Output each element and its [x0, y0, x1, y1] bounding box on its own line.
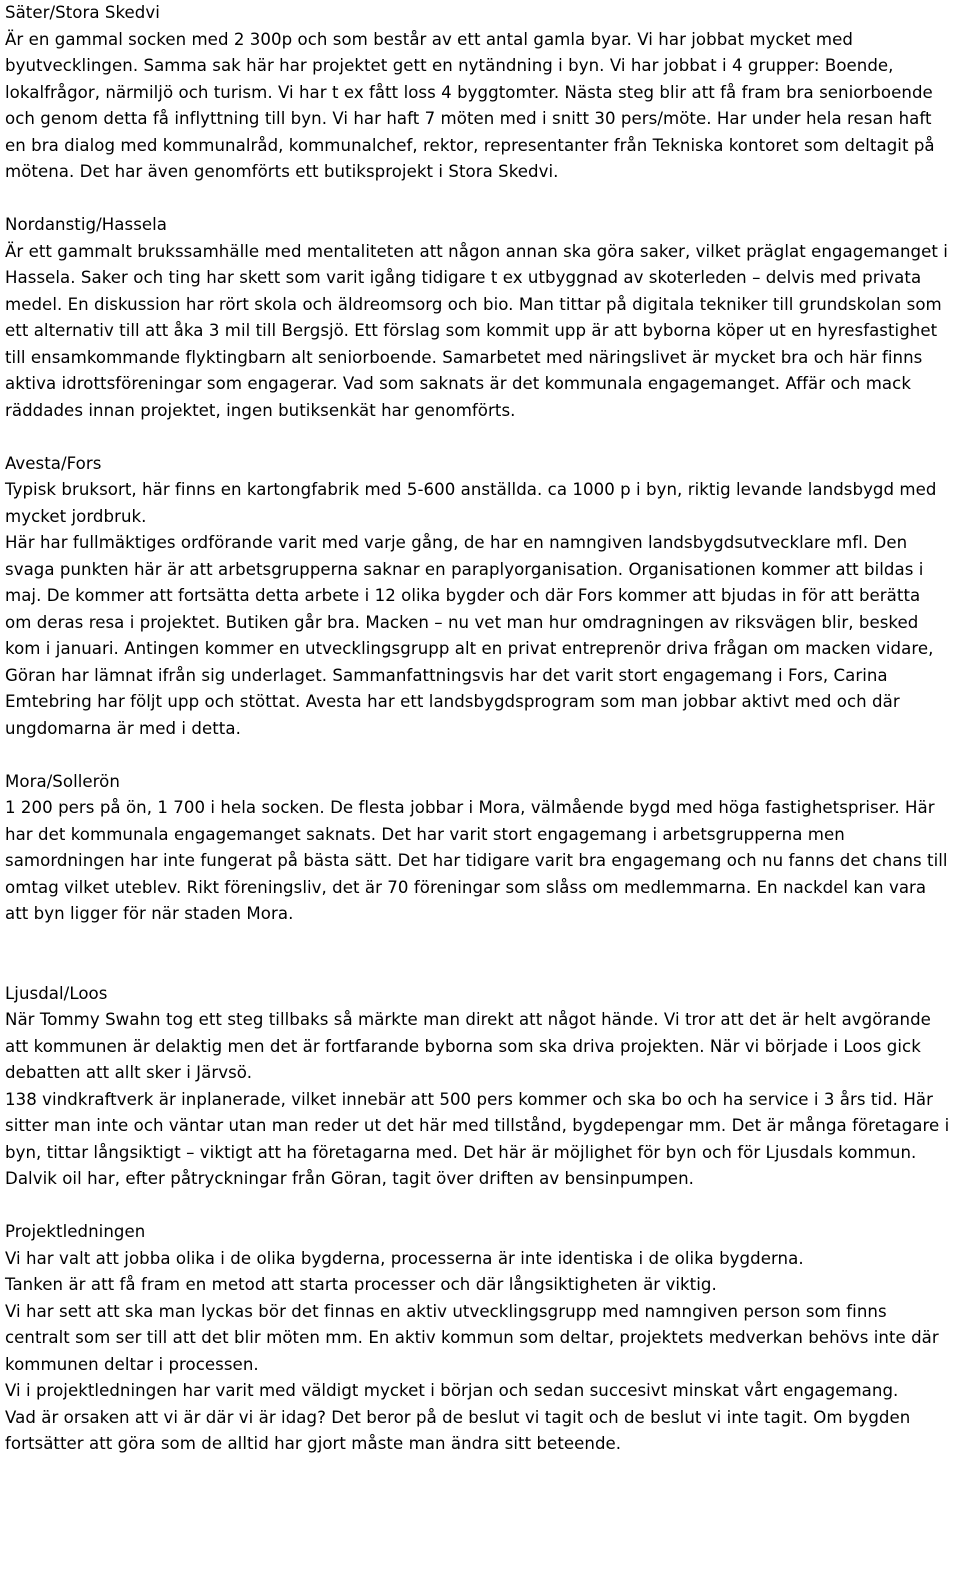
- section-heading: Mora/Sollerön: [5, 771, 120, 791]
- section-paragraph: Vi har valt att jobba olika i de olika bygderna, processerna är inte identiska i de olika bygderna.: [5, 1248, 804, 1268]
- spacer: [5, 928, 950, 981]
- section-avesta-fors: [5, 451, 950, 743]
- section-heading: Säter/Stora Skedvi: [5, 3, 160, 22]
- section-heading: Nordanstig/Hassela: [5, 215, 168, 234]
- spacer: [5, 742, 950, 769]
- section-heading: Projektledningen: [5, 1222, 146, 1241]
- document-page: [5, 0, 950, 1458]
- section-paragraph: 138 vindkraftverk är inplanerade, vilket innebär att 500 pers kommer och ska bo och ha service i 3 års tid. Här sitter man inte och väntar utan man reder ut det här med tillstånd, bygdepengar mm. Det är många företagare i byn, tittar långsiktigt – viktigt att ha företagarna med. Det här är möjlighet för byn och för Ljusdals kommun.: [5, 1089, 950, 1162]
- section-paragraph: Vi har sett att ska man lyckas bör det finnas en aktiv utvecklingsgrupp med namngiven person som finns centralt som ser till att det blir möten mm. En aktiv kommun som deltar, projektets medverkan behövs inte där kommunen deltar i processen.: [5, 1301, 939, 1374]
- section-sater-stora-skedvi: [5, 0, 950, 186]
- section-paragraph: Vad är orsaken att vi är där vi är idag? Det beror på de beslut vi tagit och de beslut vi inte tagit. Om bygden fortsätter att göra som de alltid har gjort måste man ändra sitt beteende.: [5, 1407, 911, 1453]
- section-paragraph: Dalvik oil har, efter påtryckningar från Göran, tagit över driften av bensinpumpen.: [5, 1169, 694, 1188]
- section-paragraph: Typisk bruksort, här finns en kartongfabrik med 5-600 anställda. ca 1000 p i byn, riktig levande landsbygd med mycket jordbruk.: [5, 480, 937, 526]
- section-nordanstig-hassela: [5, 212, 950, 424]
- section-heading: Avesta/Fors: [5, 453, 102, 473]
- section-paragraph: När Tommy Swahn tog ett steg tillbaks så märkte man direkt att något hände. Vi tror att det är helt avgörande att kommunen är delaktig men det är fortfarande byborna som ska driva projekten. När vi började i Loos gick debatten att allt sker i Järvsö.: [5, 1010, 931, 1082]
- section-paragraph: Vi i projektledningen har varit med väldigt mycket i början och sedan succesivt minskat vårt engagemang.: [5, 1381, 899, 1400]
- section-heading: Ljusdal/Loos: [5, 983, 108, 1003]
- section-paragraph: Här har fullmäktiges ordförande varit med varje gång, de har en namngiven landsbygdsutvecklare mfl. Den svaga punkten här är att arbetsgrupperna saknar en paraplyorganisation. Organisationen kommer att bildas i maj. De kommer att fortsätta detta arbete i 12 olika bygder och där Fors kommer att bjudas in för att berätta om deras resa i projektet. Butiken går bra. Macken – nu vet man hur omdragningen av riksvägen blir, besked kom i januari. Antingen kommer en utvecklingsgrupp alt en privat entreprenör driva frågan om macken vidare, Göran har lämnat ifrån sig underlaget. Sammanfattningsvis har det varit stort engagemang i Fors, Carina Emtebring har följt upp och stöttat. Avesta har ett landsbygdsprogram som man jobbar aktivt med och där ungdomarna är med i detta.: [5, 533, 934, 738]
- section-ljusdal-loos: [5, 981, 950, 1193]
- section-mora-solleron: [5, 769, 950, 928]
- section-projektledningen: [5, 1219, 950, 1458]
- spacer: [5, 1193, 950, 1220]
- section-paragraph: Tanken är att få fram en metod att starta processer och där långsiktigheten är viktig.: [5, 1275, 717, 1294]
- spacer: [5, 186, 950, 213]
- section-paragraph: Är en gammal socken med 2 300p och som består av ett antal gamla byar. Vi har jobbat mycket med byutvecklingen. Samma sak här har projektet gett en nytändning i byn. Vi har jobbat i 4 grupper: Boende, lokalfrågor, närmiljö och turism. Vi har t ex fått loss 4 byggtomter. Nästa steg blir att få fram bra seniorboende och genom detta få inflyttning till byn. Vi har haft 7 möten med i snitt 30 pers/möte. Har under hela resan haft en bra dialog med kommunalråd, kommunalchef, rektor, representanter från Tekniska kontoret som deltagit på mötena. Det har även genomförts ett butiksprojekt i Stora Skedvi.: [5, 29, 935, 181]
- section-paragraph: 1 200 pers på ön, 1 700 i hela socken. De flesta jobbar i Mora, välmående bygd med höga fastighetspriser. Här har det kommunala engagemanget saknats. Det har varit stort engagemang i arbetsgrupperna men samordningen har inte fungerat på bästa sätt. Det har tidigare varit bra engagemang och nu fanns det chans till omtag vilket uteblev. Rikt föreningsliv, det är 70 föreningar som slåss om medlemmarna. En nackdel kan vara att byn ligger för när staden Mora.: [5, 798, 948, 923]
- spacer: [5, 424, 950, 451]
- section-paragraph: Är ett gammalt brukssamhälle med mentaliteten att någon annan ska göra saker, vilket präglat engagemanget i Hassela. Saker och ting har skett som varit igång tidigare t ex utbyggnad av skoterleden – delvis med privata medel. En diskussion har rört skola och äldreomsorg och bio. Man tittar på digitala tekniker till grundskolan som ett alternativ till att åka 3 mil till Bergsjö. Ett förslag som kommit upp är att byborna köper ut en hyresfastighet till ensamkommande flyktingbarn alt seniorboende. Samarbetet med näringslivet är mycket bra och här finns aktiva idrottsföreningar som engagerar. Vad som saknats är det kommunala engagemanget. Affär och mack räddades innan projektet, ingen butiksenkät har genomförts.: [5, 241, 948, 420]
